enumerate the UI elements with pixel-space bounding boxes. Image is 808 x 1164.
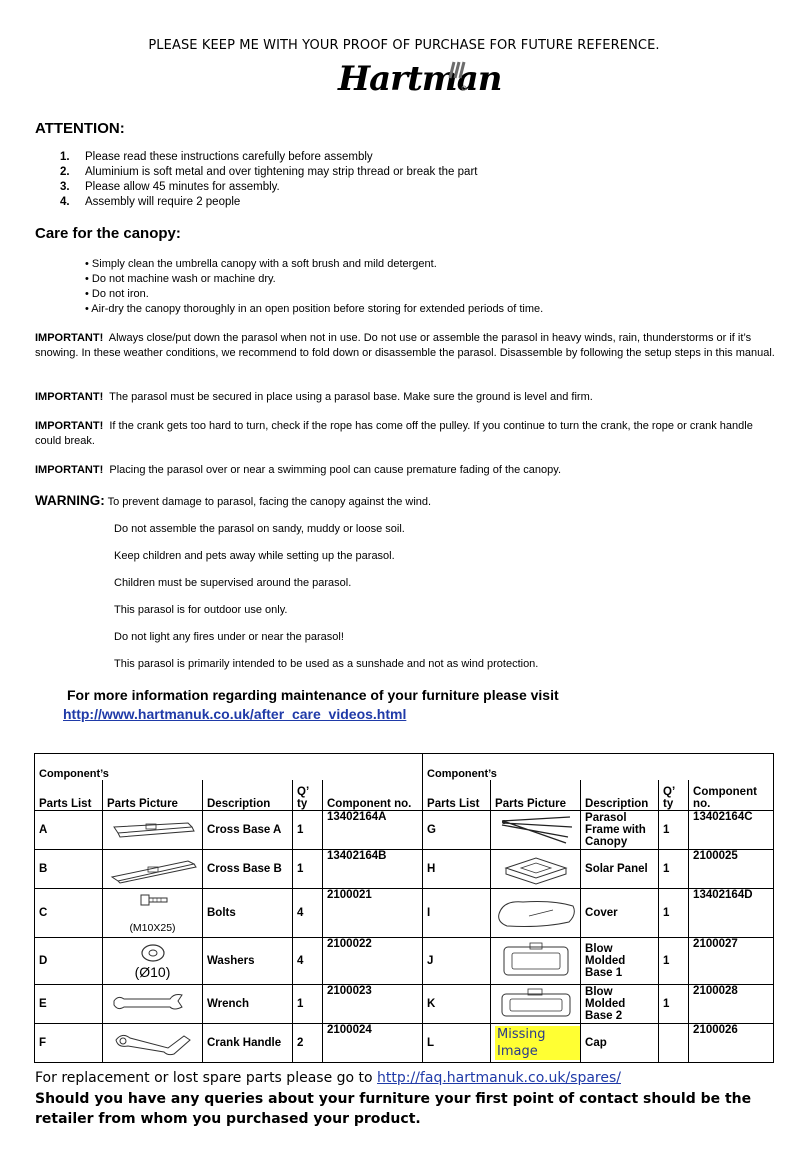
more-info-text: For more information regarding maintenance of your furniture please visit	[67, 687, 559, 703]
washer-caption: (Ø10)	[134, 964, 171, 980]
table-row: A Cross Base A 1 13402164A G Parasol Frame with Canopy 1 13402164C	[35, 811, 774, 850]
parasol-frame-icon	[491, 811, 581, 850]
list-item: 3. Please allow 45 minutes for assembly.	[60, 181, 280, 193]
list-item: • Simply clean the umbrella canopy with a soft brush and mild detergent.	[85, 258, 437, 270]
cross-base-a-icon	[103, 811, 203, 850]
components-table	[34, 753, 774, 1063]
cover-icon	[491, 889, 581, 938]
after-care-link[interactable]: http://www.hartmanuk.co.uk/after_care_videos.html	[63, 706, 407, 722]
warning-item: This parasol is for outdoor use only.	[114, 604, 288, 616]
missing-image-label: Missing Image	[491, 1024, 581, 1063]
base-1-icon	[491, 938, 581, 985]
table-row: F Crank Handle 2 2100024 L Missing Image Cap 2100026	[35, 1024, 774, 1063]
table-group-label: Component’s	[35, 754, 423, 781]
header-parts-picture: Parts Picture	[103, 780, 203, 811]
important-note-3: IMPORTANT! If the crank gets too hard to turn, check if the rope has come off the pulley. If you continue to turn the crank, the rope or crank handle could break.	[35, 420, 753, 447]
solar-panel-icon	[491, 850, 581, 889]
queries-note: Should you have any queries about your furniture your first point of contact should be the retailer from whom you purchased your product.	[35, 1091, 752, 1127]
replacement-parts-line: For replacement or lost spare parts please go to http://faq.hartmanuk.co.uk/spares/	[35, 1070, 621, 1086]
brand-logo-text: Hartman	[338, 59, 502, 99]
warning-item: Do not assemble the parasol on sandy, muddy or loose soil.	[114, 523, 405, 535]
crank-handle-icon	[103, 1024, 203, 1063]
header-component-no: Component no.	[689, 780, 774, 811]
attention-list	[60, 150, 477, 210]
list-item: 2. Aluminium is soft metal and over tightening may strip thread or break the part	[60, 166, 478, 178]
list-item: 4. Assembly will require 2 people	[60, 196, 241, 208]
warning-item: Children must be supervised around the parasol.	[114, 577, 352, 589]
attention-heading: ATTENTION:	[35, 120, 125, 137]
list-item: • Air-dry the canopy thoroughly in an open position before storing for extended periods of time.	[85, 303, 544, 315]
washer-icon	[103, 938, 203, 985]
header-description: Description	[203, 780, 293, 811]
wrench-icon	[103, 985, 203, 1024]
list-item: • Do not machine wash or machine dry.	[85, 273, 276, 285]
warning-item: This parasol is primarily intended to be used as a sunshade and not as wind protection.	[114, 658, 539, 670]
bolt-caption: (M10X25)	[129, 922, 176, 934]
important-note-1: IMPORTANT! Always close/put down the parasol when not in use. Do not use or assemble the parasol in heavy winds, rain, thunderstorms or if it’s snowing. In these weather conditions, we recommend to fold down or disassemble the parasol. Disassemble by following the setup steps in this manual.	[35, 332, 775, 359]
table-row: B Cross Base B 1 13402164B H Solar Panel 1 2100025	[35, 850, 774, 889]
table-row: C (M10X25) Bolts 4 2100021 I Cover 1 13402164D	[35, 889, 774, 938]
warning-line: WARNING: To prevent damage to parasol, facing the canopy against the wind.	[35, 493, 432, 508]
header-qty: Q’ ty	[659, 780, 689, 811]
header-component-no: Component no.	[323, 780, 423, 811]
important-note-2: IMPORTANT! The parasol must be secured in place using a parasol base. Make sure the ground is level and firm.	[35, 391, 593, 403]
list-item: • Do not iron.	[85, 288, 149, 300]
warning-item: Keep children and pets away while setting up the parasol.	[114, 550, 395, 562]
header-parts-list: Parts List	[423, 780, 491, 811]
list-item: 1. Please read these instructions carefully before assembly	[60, 151, 373, 163]
table-row: E Wrench 1 2100023 K Blow Molded Base 2 1 2100028	[35, 985, 774, 1024]
cross-base-b-icon	[103, 850, 203, 889]
important-note-4: IMPORTANT! Placing the parasol over or near a swimming pool can cause premature fading of the canopy.	[35, 464, 562, 476]
care-list	[85, 257, 543, 317]
header-parts-picture: Parts Picture	[491, 780, 581, 811]
table-row: D (Ø10) Washers 4 2100022 J Blow Molded Base 1 1 2100027	[35, 938, 774, 985]
spares-link[interactable]: http://faq.hartmanuk.co.uk/spares/	[377, 1070, 621, 1086]
header-note: PLEASE KEEP ME WITH YOUR PROOF OF PURCHASE FOR FUTURE REFERENCE.	[148, 38, 660, 53]
base-2-icon	[491, 985, 581, 1024]
header-qty: Q’ ty	[293, 780, 323, 811]
warning-item: Do not light any fires under or near the parasol!	[114, 631, 344, 643]
care-heading: Care for the canopy:	[35, 225, 181, 242]
bolt-icon	[103, 889, 203, 938]
table-group-label: Component’s	[423, 754, 774, 781]
header-parts-list: Parts List	[35, 780, 103, 811]
brand-logo	[336, 52, 502, 104]
header-description: Description	[581, 780, 659, 811]
